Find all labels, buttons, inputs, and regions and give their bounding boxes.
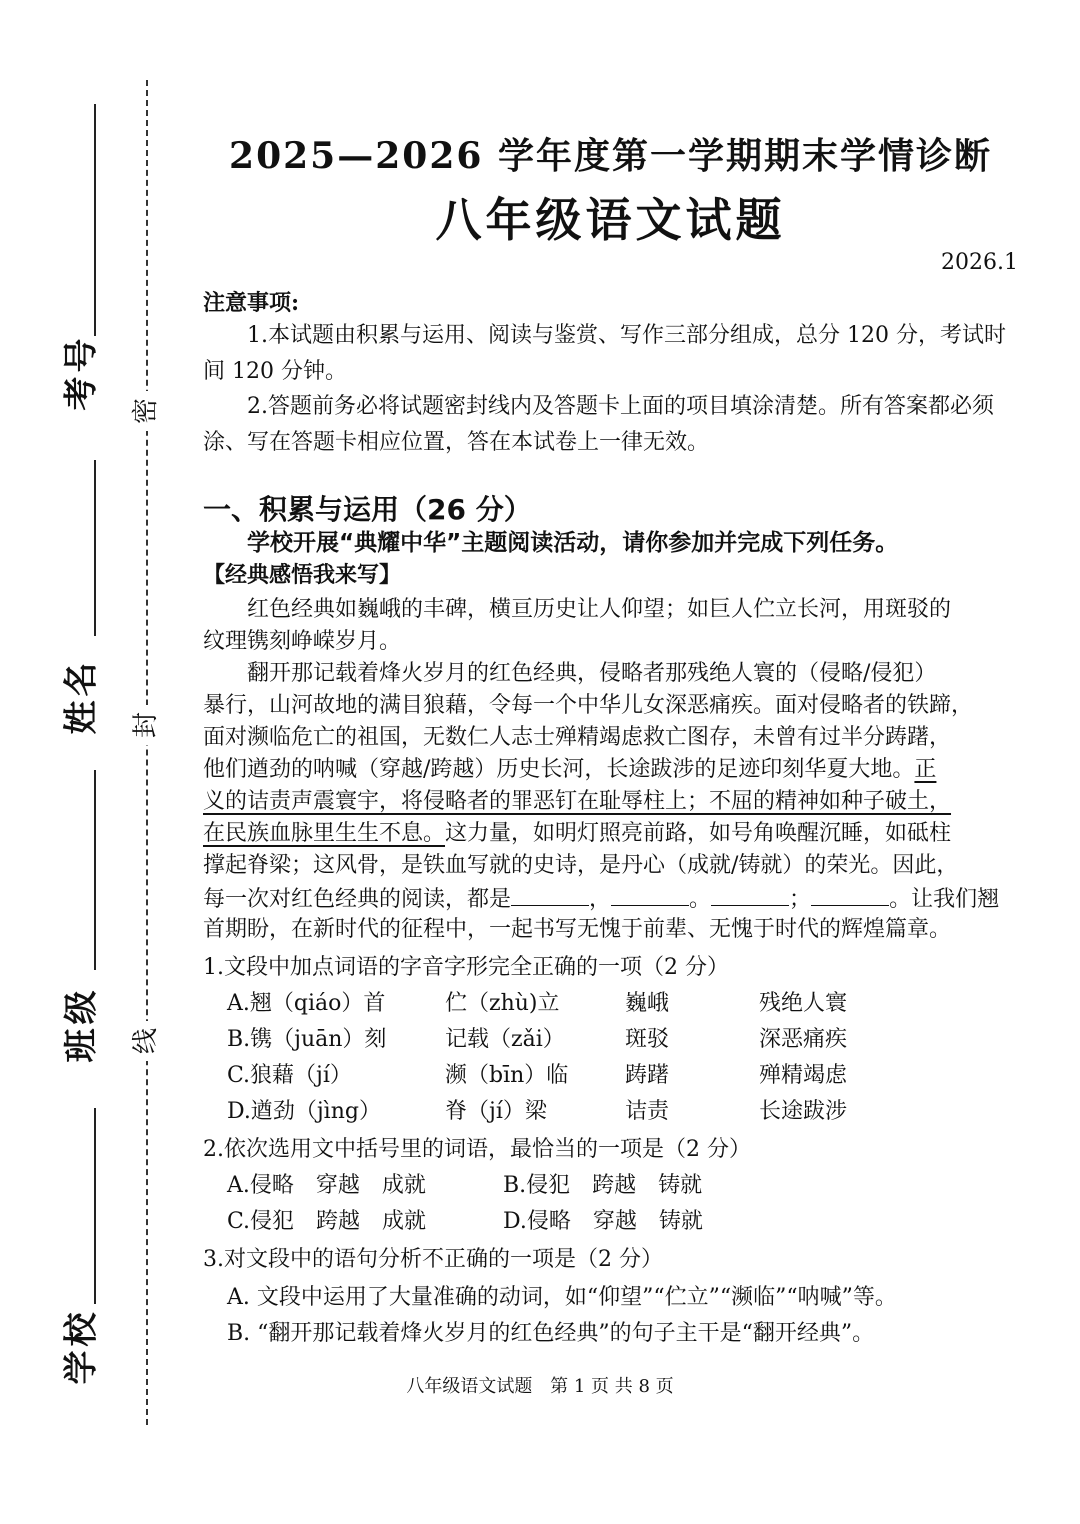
passage-line: 首期盼，在新时代的征程中，一起书写无愧于前辈、无愧于时代的辉煌篇章。 xyxy=(203,917,952,942)
passage-line: 撑起脊梁；这风骨，是铁血写就的史诗，是丹心（成就/铸就）的荣光。因此， xyxy=(203,853,959,878)
class-label: 班级 xyxy=(61,986,102,1063)
underlined-sentence-end: 在民族血脉里生生不息。 xyxy=(203,821,446,846)
footer-page-info: 第 1 页 共 8 页 xyxy=(550,1376,674,1397)
exam-title-line1: 2025—2026 学年度第一学期期末学情诊断 xyxy=(229,135,992,177)
option-cell: A.侵略 穿越 成就 xyxy=(227,1173,426,1198)
option-cell: 濒（bīn）临 xyxy=(445,1063,569,1088)
answer-blank-4 xyxy=(811,882,889,906)
option-cell: A.翘（qiáo）首 xyxy=(227,991,386,1016)
option-cell: A. 文段中运用了大量准确的动词，如“仰望”“伫立”“濒临”“呐喊”等。 xyxy=(227,1285,897,1310)
footer-doc-name: 八年级语文试题 xyxy=(406,1376,533,1397)
page-footer xyxy=(0,1372,1080,1398)
exam-number-line xyxy=(94,104,96,336)
passage-line: 红色经典如巍峨的丰碑，横亘历史让人仰望；如巨人伫立长河，用斑驳的 xyxy=(247,597,952,622)
option-cell: 深恶痛疾 xyxy=(759,1027,848,1052)
option-cell: D.侵略 穿越 铸就 xyxy=(503,1209,703,1234)
comma: ， xyxy=(589,887,612,912)
option-cell: 殚精竭虑 xyxy=(759,1063,848,1088)
passage-line: 面对濒临危亡的祖国，无数仁人志士殚精竭虑救亡图存，未曾有过半分踌躇， xyxy=(203,725,952,750)
answer-blank-3 xyxy=(711,882,789,906)
option-cell: C.狼藉（jí） xyxy=(227,1063,352,1088)
seal-char-xian: 线 xyxy=(133,1021,159,1061)
option-cell: B.侵犯 跨越 铸就 xyxy=(503,1173,703,1198)
option-cell: 诘责 xyxy=(625,1099,670,1124)
exam-number-label: 考号 xyxy=(61,334,102,411)
passage-line: 每一次对红色经典的阅读，都是 xyxy=(203,887,512,912)
option-cell: 踌躇 xyxy=(625,1063,670,1088)
passage-line: 。让我们翘 xyxy=(889,887,1000,912)
passage-line: 他们遒劲的呐喊（穿越/跨越）历史长河，长途跋涉的足迹印刻华夏大地。 xyxy=(203,757,915,782)
passage-line: 暴行，山河故地的满目狼藉，令每一个中华儿女深恶痛疾。面对侵略者的铁蹄， xyxy=(203,693,974,718)
option-cell: B.镌（juān）刻 xyxy=(227,1027,387,1052)
seal-char-feng: 封 xyxy=(133,705,159,745)
passage-line: 纹理镌刻峥嵘岁月。 xyxy=(203,629,402,654)
option-cell: 长途跋涉 xyxy=(759,1099,848,1124)
passage-line-mixed xyxy=(203,818,1018,850)
passage-line-blanks xyxy=(203,882,1018,916)
notice-item-2: 2.答题前务必将试题密封线内及答题卡上面的项目填涂清楚。所有答案都必须涂、写在答题卡相应位置，答在本试卷上一律无效。 xyxy=(203,394,994,455)
option-cell: 斑驳 xyxy=(625,1027,670,1052)
option-cell: 记载（zǎi） xyxy=(445,1027,565,1052)
option-cell: 巍峨 xyxy=(625,991,670,1016)
question-2-stem: 2.依次选用文中括号里的词语，最恰当的一项是（2 分） xyxy=(203,1137,751,1162)
school-label: 学校 xyxy=(61,1308,102,1385)
exam-date: 2026.1 xyxy=(941,250,1018,275)
seal-char-mi: 密 xyxy=(133,391,159,431)
exam-title-line2: 八年级语文试题 xyxy=(435,193,786,247)
passage-line: 这力量，如明灯照亮前路，如号角唤醒沉睡，如砥柱 xyxy=(445,821,952,846)
option-cell: C.侵犯 跨越 成就 xyxy=(227,1209,427,1234)
underlined-sentence: 义的诘责声震寰宇，将侵略者的罪恶钉在耻辱柱上；不屈的精神如种子破土， xyxy=(203,789,952,814)
name-line xyxy=(94,460,96,636)
option-cell: 脊（jí）梁 xyxy=(445,1099,547,1124)
task-intro: 学校开展“典耀中华”主题阅读活动，请你参加并完成下列任务。 xyxy=(247,530,899,556)
name-label: 姓名 xyxy=(61,658,102,735)
option-cell: B. “翻开那记载着烽火岁月的红色经典”的句子主干是“翻开经典”。 xyxy=(227,1321,875,1346)
answer-blank-1 xyxy=(511,882,589,906)
seal-cut-line xyxy=(146,80,148,1425)
question-1-stem: 1.文段中加点词语的字音字形完全正确的一项（2 分） xyxy=(203,955,729,980)
section-1-heading: 一、积累与运用（26 分） xyxy=(203,493,532,526)
period: 。 xyxy=(689,887,712,912)
school-line xyxy=(94,1108,96,1304)
binding-margin xyxy=(0,0,170,1524)
notice-heading: 注意事项: xyxy=(203,290,300,316)
answer-blank-2 xyxy=(611,882,689,906)
semicolon: ； xyxy=(789,887,812,912)
notice-item-1: 1.本试题由积累与运用、阅读与鉴赏、写作三部分组成，总分 120 分，考试时间 120 分钟。 xyxy=(203,323,1006,384)
passage-line: 翻开那记载着烽火岁月的红色经典，侵略者那残绝人寰的（侵略/侵犯） xyxy=(247,661,937,686)
class-line xyxy=(94,770,96,970)
option-cell: D.遒劲（jìng） xyxy=(227,1099,381,1124)
option-cell: 伫（zhù)立 xyxy=(445,991,560,1016)
underlined-sentence-start: 正 xyxy=(914,757,937,782)
passage-line-with-tail xyxy=(203,754,1018,786)
option-cell: 残绝人寰 xyxy=(759,991,848,1016)
task-sub-heading: 【经典感悟我来写】 xyxy=(203,563,402,588)
question-3-stem: 3.对文段中的语句分析不正确的一项是（2 分） xyxy=(203,1247,663,1272)
